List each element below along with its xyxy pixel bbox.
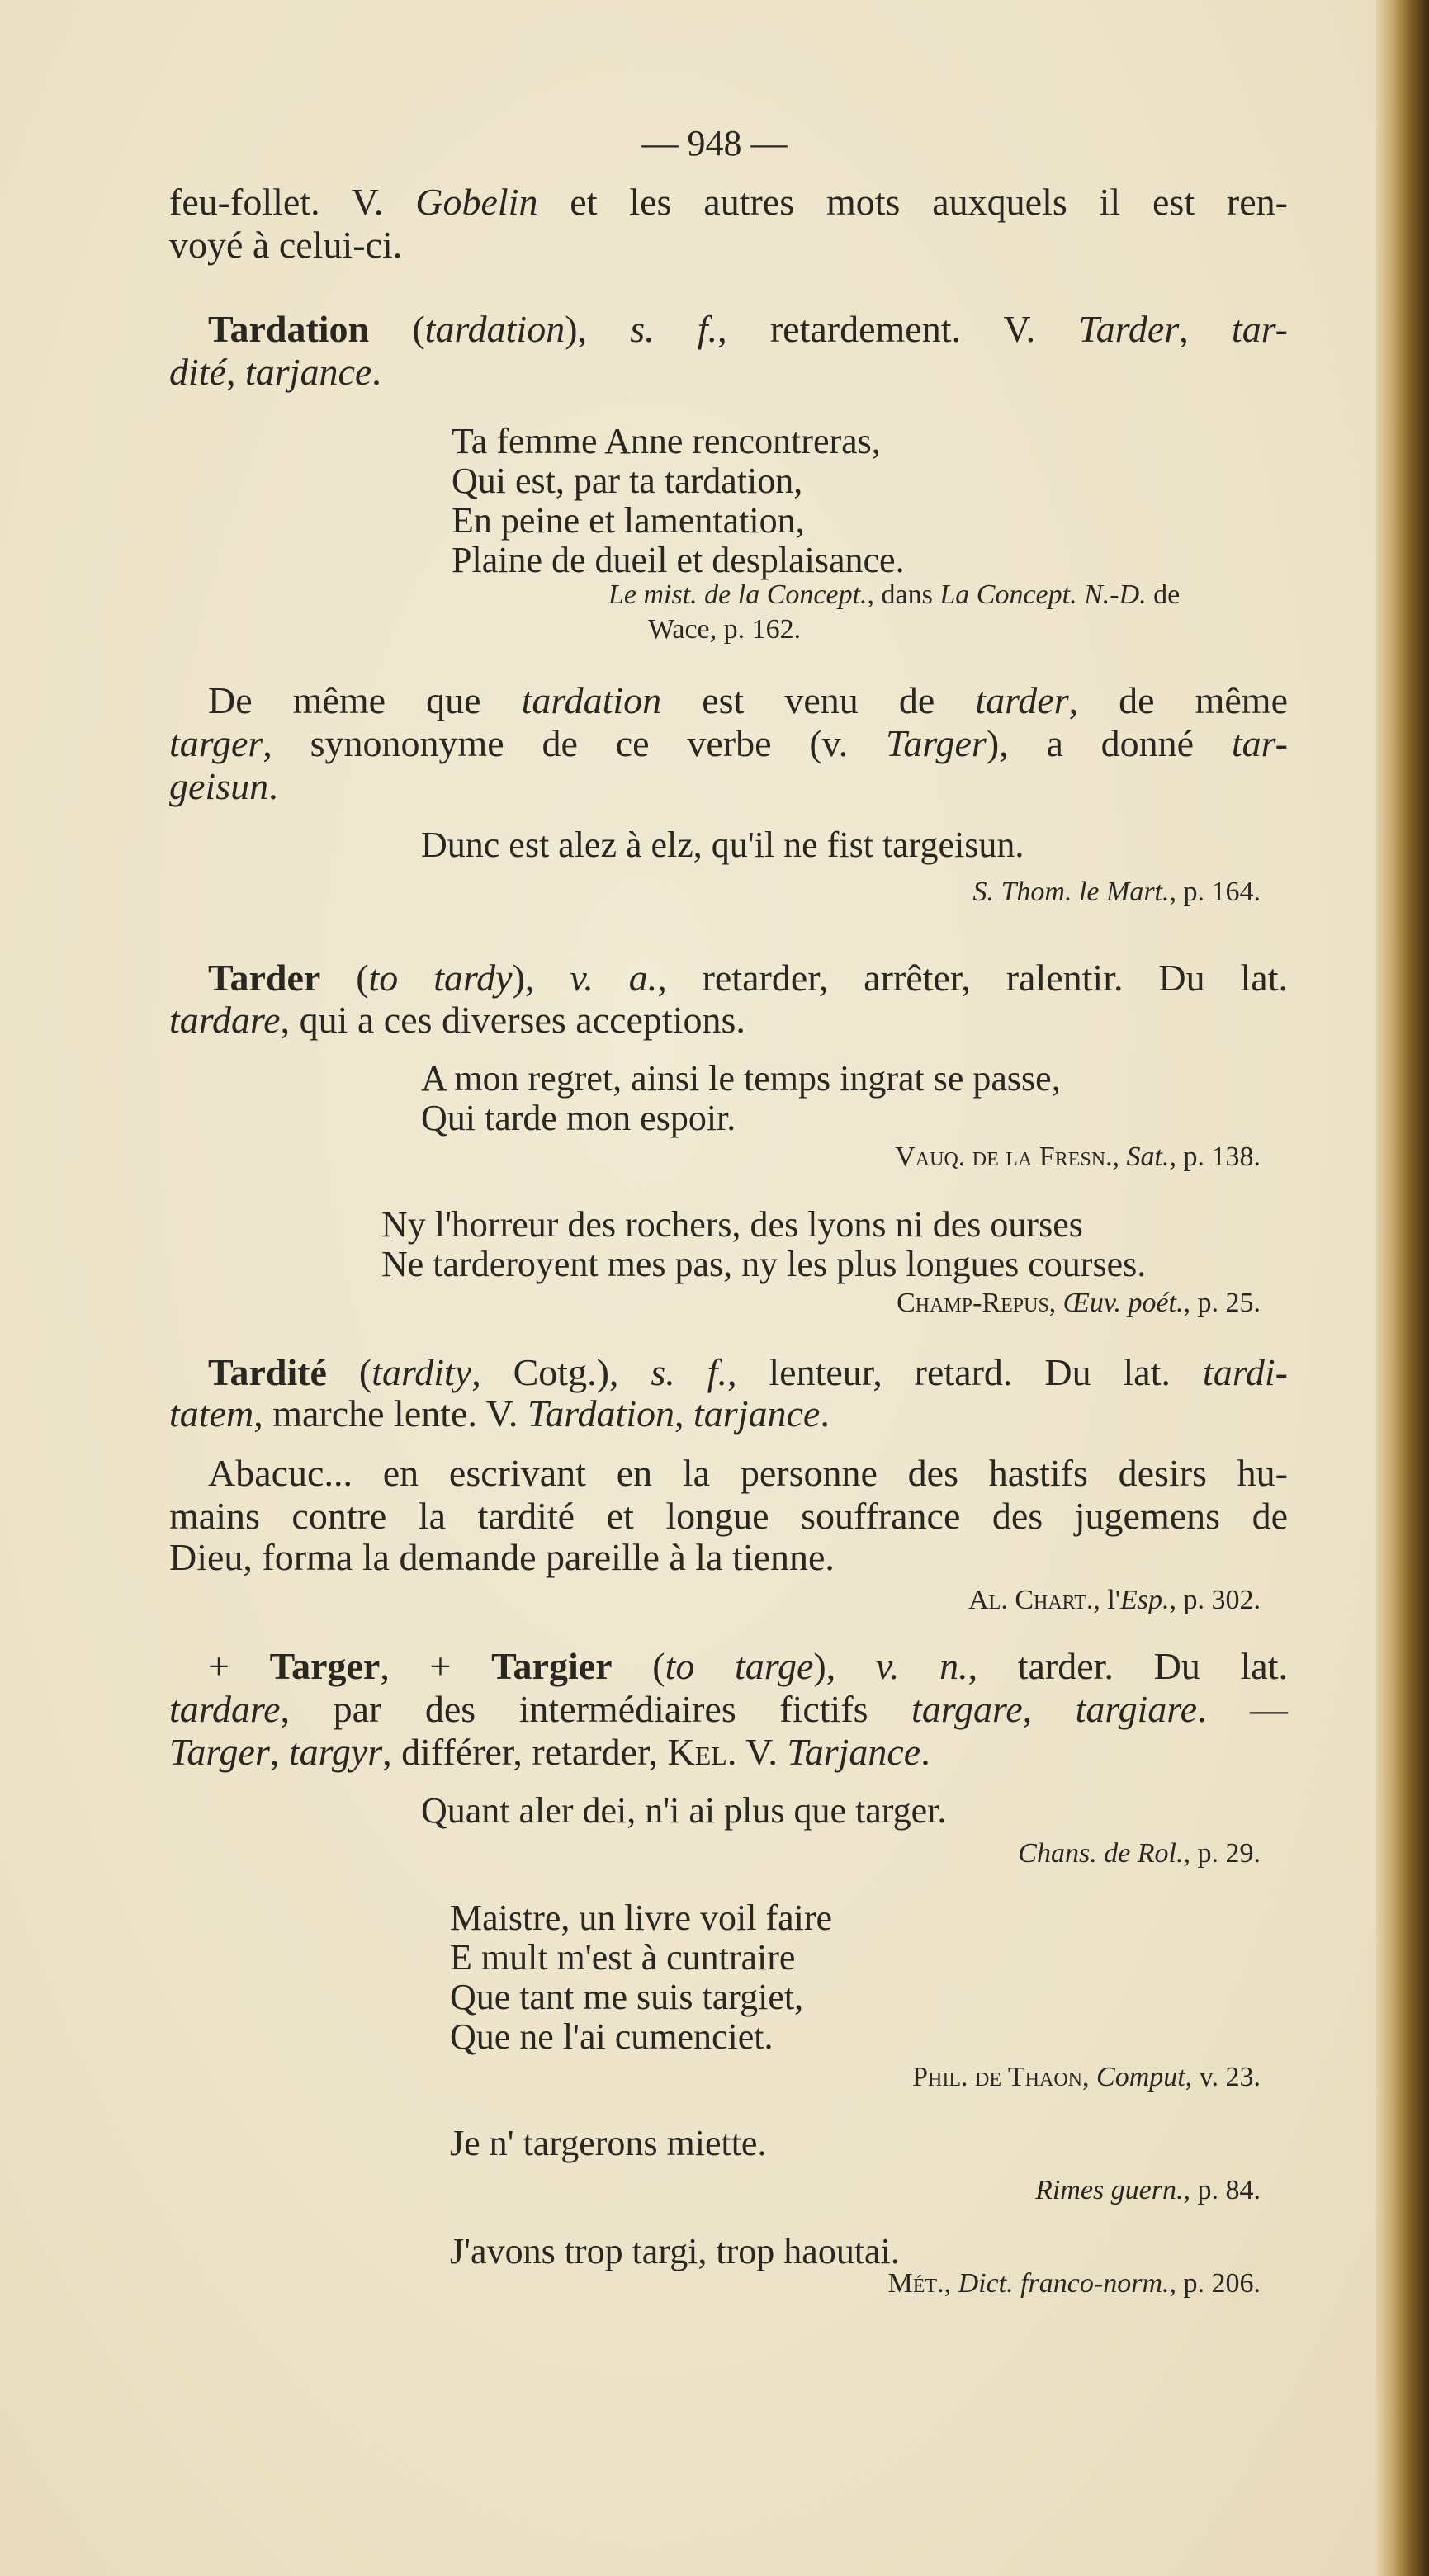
text-segment: Dunc est alez à elz, qu'il ne fist targeisun.: [421, 825, 1024, 865]
text-segment: ,: [1048, 1288, 1063, 1318]
text-line: [169, 1536, 835, 1578]
citation-line: [912, 2063, 1261, 2092]
text-segment: , v. 23.: [1185, 2062, 1261, 2092]
text-line: [421, 827, 1024, 863]
text-segment: , synononyme de ce verbe (v.: [263, 722, 886, 764]
text-segment: , p. 84.: [1183, 2175, 1261, 2205]
text-segment: , marche lente. V.: [253, 1392, 528, 1435]
text-segment: A mon regret, ainsi le temps ingrat se passe,: [421, 1058, 1061, 1099]
text-line: [169, 765, 278, 807]
text-line: [169, 1733, 930, 1771]
text-segment: ),: [565, 308, 631, 350]
citation-line: [888, 2270, 1261, 2298]
text-segment: , retardement. V.: [717, 308, 1079, 350]
text-segment: (: [320, 957, 369, 999]
text-line: [450, 2125, 766, 2162]
text-line: [452, 463, 802, 499]
text-segment: (: [326, 1351, 372, 1393]
italic-text: tarjance: [244, 351, 372, 393]
text-segment: voyé à celui-ci.: [169, 224, 403, 266]
text-segment: est venu de: [661, 679, 976, 721]
text-segment: .: [820, 1392, 830, 1435]
text-line: [169, 183, 1288, 221]
text-line: [450, 1900, 832, 1936]
text-segment: Wace, p. 162.: [648, 614, 802, 645]
text-segment: ),: [512, 957, 570, 999]
text-segment: Maistre, un livre voil faire: [450, 1898, 833, 1938]
text-segment: , p. 302.: [1169, 1585, 1261, 1615]
text-segment: de: [1146, 579, 1181, 610]
italic-text: tardare: [169, 999, 281, 1041]
italic-text: Tarjance: [787, 1731, 921, 1773]
italic-text: geisun: [169, 765, 269, 807]
text-segment: Ne tarderoyent mes pas, ny les plus longues courses.: [381, 1244, 1147, 1284]
author-name: Mét.: [887, 2268, 944, 2299]
text-line: [169, 1001, 745, 1039]
italic-text: Targer: [169, 1731, 270, 1773]
italic-text: Gobelin: [415, 181, 538, 223]
author-name: Champ-Repus: [897, 1288, 1049, 1318]
text-segment: Plaine de dueil et desplaisance.: [452, 540, 905, 580]
citation-line: [897, 1289, 1261, 1317]
text-segment: E mult m'est à cuntraire: [450, 1937, 796, 1978]
text-segment: Qui est, par ta tardation,: [452, 461, 803, 501]
headword: Targier: [491, 1645, 613, 1687]
text-segment: Abacuc... en escrivant en la personne des hastifs desirs hu-: [208, 1452, 1288, 1494]
text-segment: ), a donné: [986, 722, 1232, 764]
italic-text: tar-: [1231, 722, 1288, 764]
text-segment: .: [268, 765, 278, 807]
italic-text: s. f.: [651, 1351, 727, 1393]
italic-text: Œuv. poét.: [1062, 1288, 1184, 1318]
text-segment: ,: [1082, 2062, 1097, 2092]
citation-line: [1018, 1840, 1261, 1868]
citation-line: [895, 1143, 1261, 1171]
text-segment: mains contre la tardité et longue souffrance des jugemens de: [169, 1495, 1288, 1537]
italic-text: targyr: [288, 1731, 383, 1773]
author-name: Vauq. de la Fresn.: [895, 1141, 1113, 1172]
text-segment: +: [208, 1645, 270, 1687]
text-line: [450, 1937, 796, 1978]
text-segment: , p. 29.: [1183, 1838, 1261, 1869]
text-segment: , p. 206.: [1169, 2268, 1261, 2299]
italic-text: v. a.: [570, 957, 658, 999]
text-segment: J'avons trop targi, trop haoutai.: [450, 2231, 900, 2271]
italic-text: tatem: [169, 1392, 254, 1435]
text-line: [381, 1246, 1146, 1283]
text-segment: ,: [269, 1731, 289, 1773]
text-segment: ,: [1179, 308, 1232, 350]
text-line: [450, 1979, 803, 2016]
text-segment: , par des intermédiaires fictifs: [280, 1688, 912, 1730]
italic-text: tarder: [975, 679, 1069, 721]
text-segment: V.: [736, 1731, 788, 1773]
text-segment: (: [612, 1645, 665, 1687]
text-segment: Quant aler dei, n'i ai plus que targer.: [421, 1790, 947, 1831]
text-segment: ,: [674, 1392, 694, 1435]
text-line: [169, 1497, 1288, 1535]
italic-text: Comput: [1096, 2062, 1185, 2092]
italic-text: tardation: [521, 679, 662, 721]
text-segment: Ny l'horreur des rochers, des lyons ni des ourses: [381, 1204, 1083, 1245]
italic-text: tardation: [424, 308, 565, 350]
text-segment: , Cotg.),: [471, 1351, 651, 1393]
text-segment: ,: [225, 351, 245, 393]
citation-line: [968, 1586, 1261, 1614]
text-line: [208, 1351, 1288, 1393]
text-segment: , dans: [867, 579, 940, 610]
text-segment: , +: [380, 1645, 492, 1687]
text-segment: .: [920, 1731, 930, 1773]
author-name: Kel.: [667, 1731, 737, 1773]
author-name: Al. Chart.: [968, 1585, 1094, 1615]
text-segment: , lenteur, retard. Du lat.: [726, 1351, 1203, 1393]
text-segment: Qui tarde mon espoir.: [421, 1098, 736, 1138]
italic-text: Sat.: [1126, 1141, 1170, 1172]
headword: Tarder: [208, 957, 321, 999]
text-segment: , retarder, arrêter, ralentir. Du lat.: [657, 957, 1288, 999]
italic-text: S. Thom. le Mart.: [972, 877, 1170, 907]
headword: Targer: [269, 1645, 381, 1687]
text-segment: , différer, retarder,: [382, 1731, 668, 1773]
text-line: [452, 500, 805, 541]
italic-text: Rimes guern.: [1035, 2175, 1184, 2205]
author-name: Phil. de Thaon: [912, 2062, 1083, 2092]
text-line: [452, 423, 881, 460]
text-segment: et les autres mots auxquels il est ren-: [537, 181, 1288, 223]
italic-text: tardity: [371, 1351, 472, 1393]
text-line: [421, 1100, 736, 1137]
text-segment: De même que: [208, 679, 522, 721]
text-line: [421, 1058, 1061, 1099]
text-segment: , l': [1093, 1585, 1120, 1615]
text-segment: , p. 164.: [1169, 877, 1261, 907]
italic-text: Esp.: [1120, 1585, 1170, 1615]
italic-text: targare, targiare: [911, 1688, 1197, 1730]
italic-text: Le mist. de la Concept.: [608, 579, 868, 610]
text-segment: , p. 25.: [1183, 1288, 1261, 1318]
text-line: [450, 2233, 900, 2270]
italic-text: tardare: [169, 1688, 281, 1730]
italic-text: to targe: [665, 1645, 814, 1687]
citation-line: [1035, 2177, 1261, 2205]
italic-text: Chans. de Rol.: [1018, 1838, 1184, 1869]
italic-text: Dict. franco-norm.: [958, 2268, 1170, 2299]
text-segment: . —: [1197, 1688, 1288, 1730]
text-segment: ,: [944, 2268, 958, 2299]
text-line: [169, 1392, 830, 1435]
italic-text: Tardation: [527, 1392, 675, 1435]
italic-text: Targer: [885, 722, 987, 764]
text-line: [169, 722, 1288, 764]
text-line: [381, 1204, 1083, 1245]
citation-line: [608, 581, 1180, 609]
text-segment: Que tant me suis targiet,: [450, 1977, 804, 2017]
italic-text: to tardy: [368, 957, 513, 999]
text-segment: Ta femme Anne rencontreras,: [452, 421, 881, 461]
italic-text: Tarder: [1078, 308, 1180, 350]
text-line: [208, 679, 1289, 721]
text-segment: Dieu, forma la demande pareille à la tienne.: [169, 1536, 835, 1578]
text-segment: Que ne l'ai cumenciet.: [450, 2016, 774, 2057]
text-line: [421, 1790, 947, 1831]
text-segment: ,: [1112, 1141, 1127, 1172]
text-segment: Je n' targerons miette.: [450, 2123, 767, 2163]
italic-text: s. f.: [630, 308, 718, 350]
text-line: [452, 542, 905, 579]
text-segment: , qui a ces diverses acceptions.: [280, 999, 745, 1041]
headword: Tardation: [208, 308, 370, 350]
italic-text: La Concept. N.-D.: [939, 579, 1147, 610]
text-line: [208, 310, 1288, 348]
text-segment: En peine et lamentation,: [452, 500, 805, 541]
text-line: [169, 1690, 1288, 1728]
text-segment: , tarder. Du lat.: [968, 1645, 1288, 1687]
italic-text: v. n.: [875, 1645, 968, 1687]
italic-text: targer: [169, 722, 263, 764]
text-line: [208, 1454, 1288, 1492]
text-line: [169, 353, 381, 391]
gilded-page-edge: [1376, 0, 1429, 2576]
text-segment: , p. 138.: [1169, 1141, 1261, 1172]
text-line: [208, 959, 1288, 997]
text-line: [208, 1647, 1288, 1685]
headword: Tardité: [208, 1351, 327, 1393]
text-line: [169, 226, 402, 264]
page-number: — 948 —: [641, 123, 788, 163]
italic-text: tar-: [1231, 308, 1289, 350]
italic-text: dité: [169, 351, 226, 393]
text-segment: ),: [813, 1645, 876, 1687]
text-line: [450, 2016, 774, 2057]
italic-text: tardi-: [1202, 1351, 1288, 1393]
italic-text: tarjance: [693, 1392, 821, 1435]
text-segment: .: [371, 351, 381, 393]
citation-line: [648, 616, 801, 644]
text-segment: feu-follet. V.: [169, 181, 416, 223]
citation-line: [973, 878, 1261, 906]
text-segment: , de même: [1068, 679, 1289, 721]
text-segment: (: [369, 308, 425, 350]
